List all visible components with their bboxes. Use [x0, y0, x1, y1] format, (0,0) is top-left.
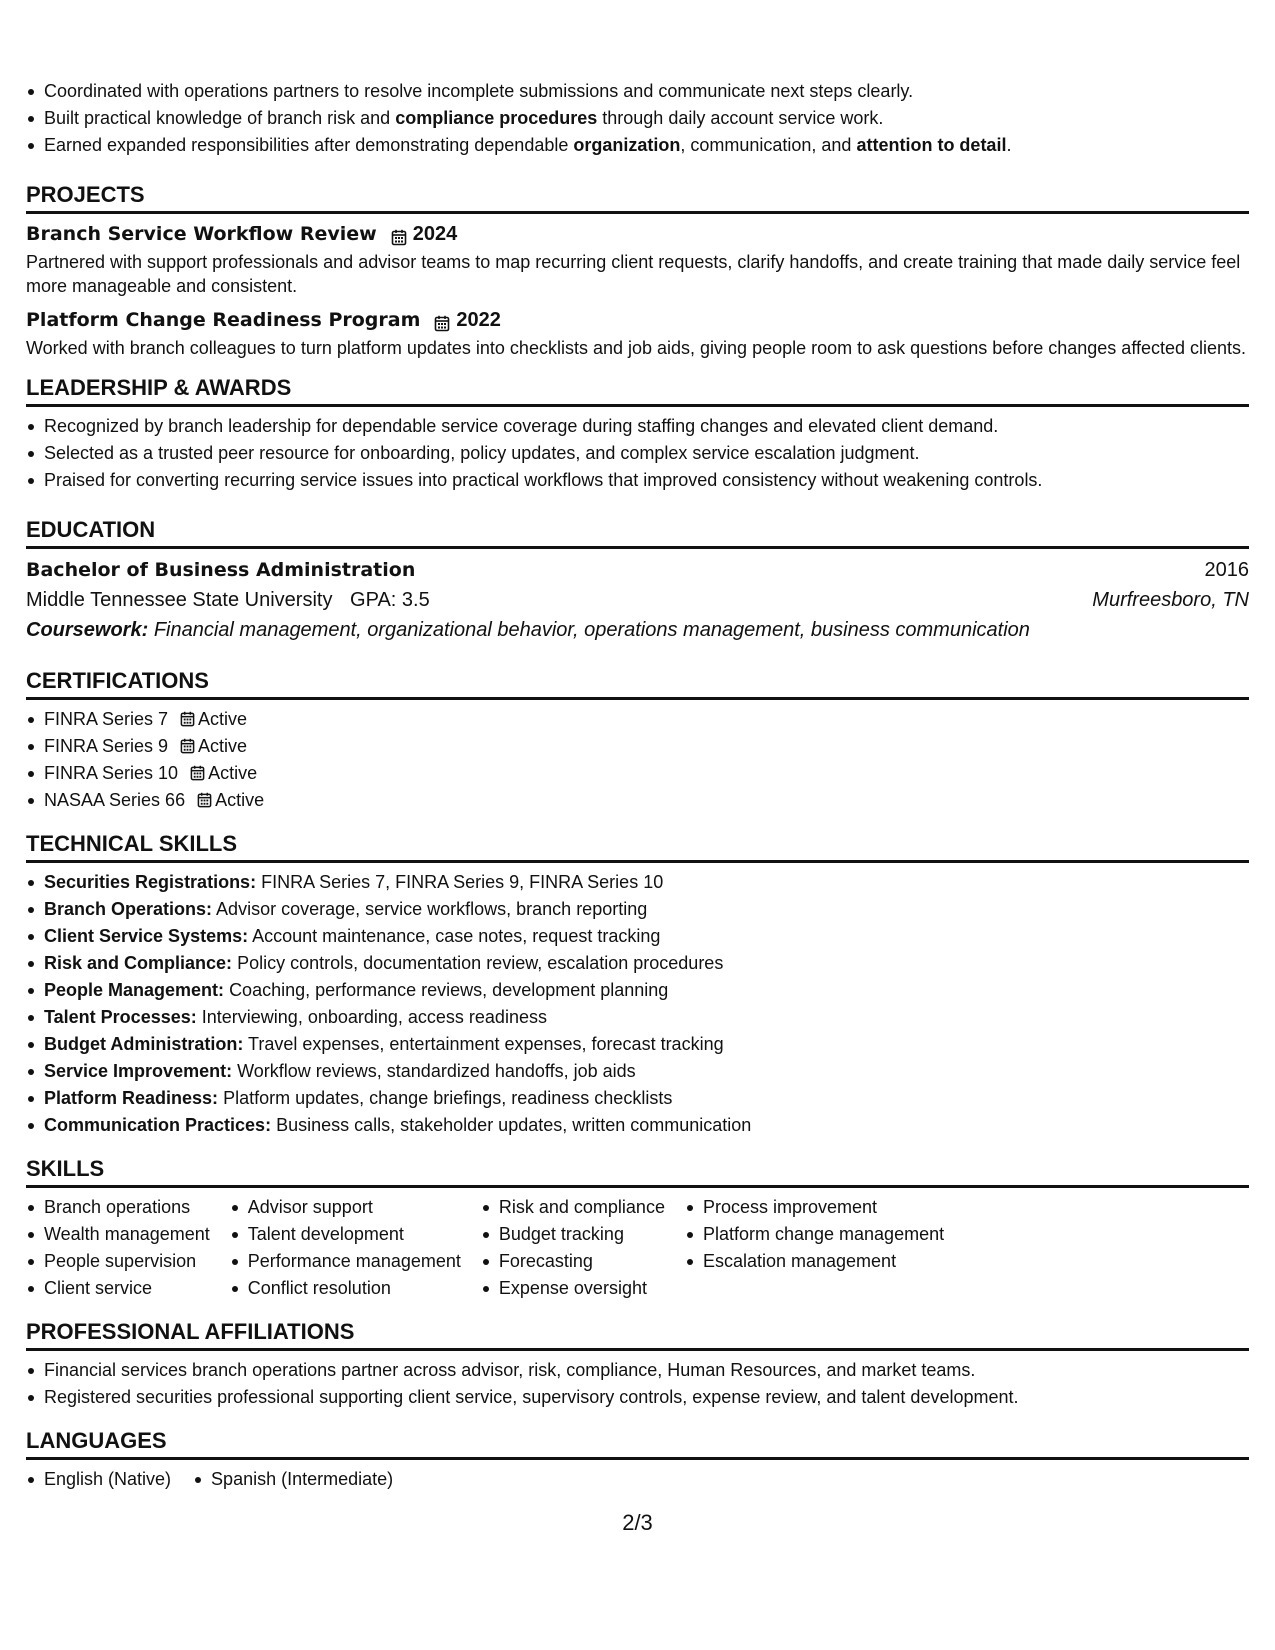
certification-item	[26, 787, 1249, 814]
coursework-label: Coursework:	[26, 619, 149, 641]
skills-column	[26, 1194, 210, 1302]
skill-item: People supervision	[26, 1248, 210, 1275]
skill-values: Platform updates, change briefings, readiness checklists	[223, 1088, 673, 1108]
education-section	[26, 516, 1249, 645]
certifications-list	[26, 706, 1249, 814]
section-heading: PROJECTS	[26, 181, 1249, 214]
coursework-list: Financial management, organizational behavior, operations management, business communication	[153, 619, 1030, 641]
calendar-icon	[180, 708, 195, 724]
skills-column	[230, 1194, 461, 1302]
projects-section	[26, 181, 1249, 360]
bold-text: attention to detail	[856, 135, 1007, 155]
projects-list	[26, 220, 1249, 360]
technical-skill-item	[26, 977, 1249, 1004]
skill-values: Business calls, stakeholder updates, written communication	[276, 1115, 752, 1135]
project-year: 2022	[456, 309, 501, 331]
technical-skills-section	[26, 830, 1249, 1139]
skill-category: Securities Registrations:	[44, 872, 257, 892]
list-item: Recognized by branch leadership for dependable service coverage during staffing changes and elevated client demand.	[26, 413, 1249, 440]
project-description: Worked with branch colleagues to turn platform updates into checklists and job aids, giving people room to ask questions before changes affected clients.	[26, 338, 1247, 358]
degree-name: Bachelor of Business Administration	[26, 559, 416, 581]
page-number: 2/3	[622, 1510, 653, 1535]
skill-item: Risk and compliance	[481, 1194, 665, 1221]
experience-bullet-list	[26, 78, 1249, 159]
skill-item: Process improvement	[685, 1194, 944, 1221]
certification-name: FINRA Series 10	[44, 763, 179, 783]
technical-skill-item	[26, 896, 1249, 923]
calendar-icon	[190, 762, 205, 778]
skill-category: Branch Operations:	[44, 899, 213, 919]
skills-column	[481, 1194, 665, 1302]
project-entry	[26, 220, 1249, 298]
technical-skill-item	[26, 1031, 1249, 1058]
project-title: Branch Service Workflow Review	[26, 223, 377, 245]
certifications-section	[26, 667, 1249, 814]
technical-skill-item	[26, 1058, 1249, 1085]
certification-item	[26, 733, 1249, 760]
project-title: Platform Change Readiness Program	[26, 309, 421, 331]
skill-category: People Management:	[44, 980, 225, 1000]
leadership-section	[26, 374, 1249, 494]
skill-values: Account maintenance, case notes, request tracking	[252, 926, 661, 946]
skill-values: FINRA Series 7, FINRA Series 9, FINRA Series 10	[261, 872, 664, 892]
certification-status: Active	[198, 709, 248, 729]
school-name: Middle Tennessee State University	[26, 589, 333, 611]
calendar-icon	[434, 312, 450, 329]
gpa: GPA: 3.5	[350, 589, 430, 611]
calendar-icon	[391, 226, 407, 243]
skill-values: Travel expenses, entertainment expenses, forecast tracking	[248, 1034, 724, 1054]
skill-category: Service Improvement:	[44, 1061, 233, 1081]
certification-name: NASAA Series 66	[44, 790, 186, 810]
affiliations-section	[26, 1318, 1249, 1411]
section-heading: CERTIFICATIONS	[26, 667, 1249, 700]
list-item	[26, 105, 1249, 132]
skill-category: Communication Practices:	[44, 1115, 272, 1135]
bold-text: compliance procedures	[395, 108, 598, 128]
leadership-list	[26, 413, 1249, 494]
school-location: Murfreesboro, TN	[1092, 589, 1249, 611]
technical-skill-item	[26, 1112, 1249, 1139]
text-segment: Built practical knowledge of branch risk and	[44, 108, 396, 128]
languages-list	[26, 1466, 1249, 1493]
list-item: Financial services branch operations partner across advisor, risk, compliance, Human Resources, and market teams.	[26, 1357, 1249, 1384]
skill-item: Branch operations	[26, 1194, 210, 1221]
calendar-icon	[180, 735, 195, 751]
skills-section	[26, 1155, 1249, 1302]
skill-category: Budget Administration:	[44, 1034, 244, 1054]
skill-item: Escalation management	[685, 1248, 944, 1275]
certification-name: FINRA Series 9	[44, 736, 169, 756]
skill-category: Client Service Systems:	[44, 926, 249, 946]
section-heading: PROFESSIONAL AFFILIATIONS	[26, 1318, 1249, 1351]
education-entry	[26, 555, 1249, 645]
skill-item: Budget tracking	[481, 1221, 665, 1248]
technical-skill-item	[26, 950, 1249, 977]
skill-item: Expense oversight	[481, 1275, 665, 1302]
skill-item: Advisor support	[230, 1194, 461, 1221]
skill-item: Wealth management	[26, 1221, 210, 1248]
technical-skills-list	[26, 869, 1249, 1139]
skill-item: Conflict resolution	[230, 1275, 461, 1302]
skill-category: Platform Readiness:	[44, 1088, 219, 1108]
list-item: Selected as a trusted peer resource for onboarding, policy updates, and complex service escalation judgment.	[26, 440, 1249, 467]
list-item	[26, 78, 1249, 105]
project-entry	[26, 306, 1249, 360]
calendar-icon	[197, 789, 212, 805]
graduation-year: 2016	[1204, 559, 1249, 581]
skill-category: Risk and Compliance:	[44, 953, 233, 973]
certification-item	[26, 760, 1249, 787]
certification-status: Active	[208, 763, 258, 783]
list-item: Praised for converting recurring service issues into practical workflows that improved consistency without weakening controls.	[26, 467, 1249, 494]
project-year: 2024	[412, 223, 458, 245]
skill-item: Platform change management	[685, 1221, 944, 1248]
text-segment: Coordinated with operations partners to resolve incomplete submissions and communicate next steps clearly.	[44, 81, 914, 101]
affiliations-list	[26, 1357, 1249, 1411]
technical-skill-item	[26, 1085, 1249, 1112]
section-heading: LANGUAGES	[26, 1427, 1249, 1460]
text-segment: through daily account service work.	[597, 108, 884, 128]
section-heading: EDUCATION	[26, 516, 1249, 549]
project-header	[26, 306, 1249, 334]
skill-category: Talent Processes:	[44, 1007, 197, 1027]
skill-values: Workflow reviews, standardized handoffs, job aids	[237, 1061, 636, 1081]
text-segment: Earned expanded responsibilities after demonstrating dependable	[44, 135, 574, 155]
skill-values: Policy controls, documentation review, escalation procedures	[237, 953, 724, 973]
technical-skill-item	[26, 869, 1249, 896]
list-item: Registered securities professional supporting client service, supervisory controls, expense review, and talent development.	[26, 1384, 1249, 1411]
languages-section	[26, 1427, 1249, 1493]
technical-skill-item	[26, 923, 1249, 950]
skill-values: Coaching, performance reviews, development planning	[229, 980, 669, 1000]
certification-status: Active	[215, 790, 265, 810]
text-segment: .	[1006, 135, 1012, 155]
section-heading: LEADERSHIP & AWARDS	[26, 374, 1249, 407]
project-description: Partnered with support professionals and advisor teams to map recurring client requests, clarify handoffs, and create training that made daily service feel more manageable and consistent.	[26, 252, 1241, 296]
list-item: English (Native)	[26, 1466, 171, 1493]
resume-page	[26, 78, 1249, 1493]
technical-skill-item	[26, 1004, 1249, 1031]
list-item	[26, 132, 1249, 159]
certification-item	[26, 706, 1249, 733]
certification-name: FINRA Series 7	[44, 709, 169, 729]
section-heading: TECHNICAL SKILLS	[26, 830, 1249, 863]
skill-values: Advisor coverage, service workflows, branch reporting	[216, 899, 648, 919]
text-segment: , communication, and	[680, 135, 857, 155]
skill-item: Forecasting	[481, 1248, 665, 1275]
skills-column	[685, 1194, 944, 1302]
section-heading: SKILLS	[26, 1155, 1249, 1188]
skill-item: Talent development	[230, 1221, 461, 1248]
bold-text: organization	[573, 135, 681, 155]
skill-item: Performance management	[230, 1248, 461, 1275]
project-header	[26, 220, 1249, 248]
skills-columns	[26, 1194, 1249, 1302]
list-item: Spanish (Intermediate)	[193, 1466, 393, 1493]
skill-values: Interviewing, onboarding, access readiness	[201, 1007, 547, 1027]
certification-status: Active	[198, 736, 248, 756]
skill-item: Client service	[26, 1275, 210, 1302]
